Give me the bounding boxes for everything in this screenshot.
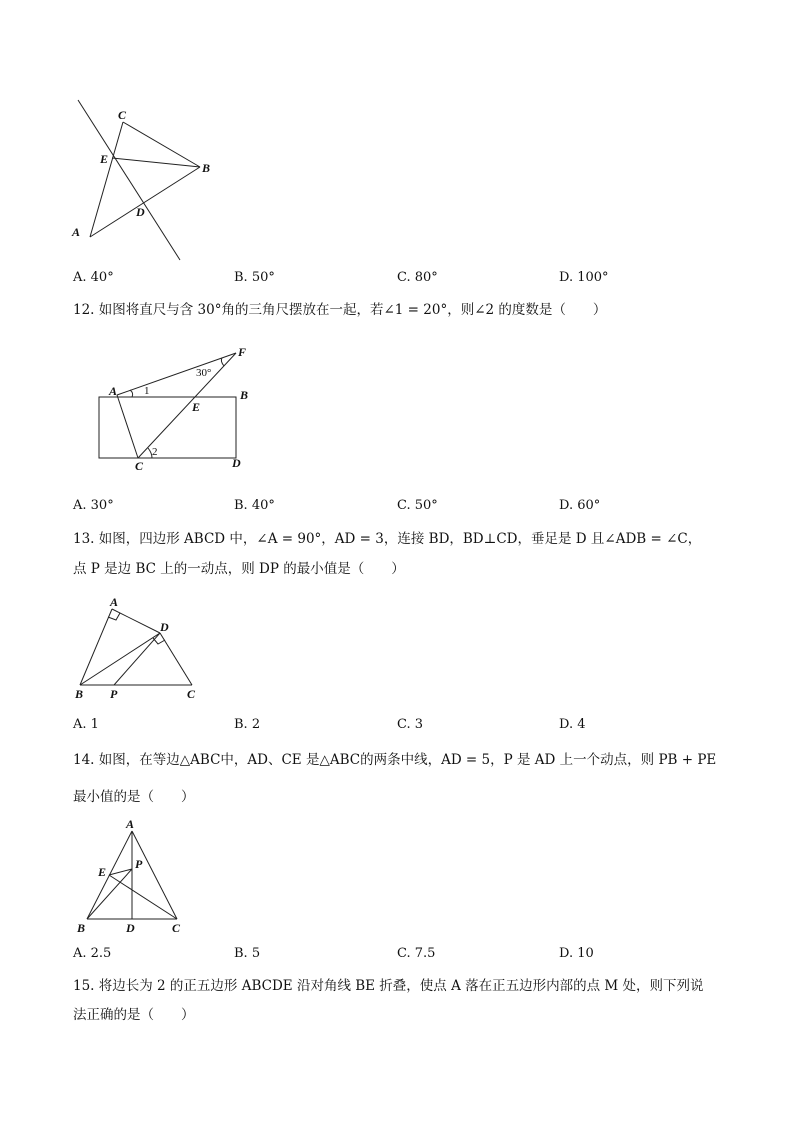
q13-label-A: A	[110, 595, 119, 609]
q12-label-E: E	[192, 400, 201, 414]
q12-option-d[interactable]: D. 60°	[559, 498, 601, 513]
q12-label-A: A	[109, 384, 118, 398]
q12-ruler	[99, 397, 236, 458]
q14-question-line2: 最小值的是（ ）	[73, 789, 195, 805]
q12-label-B: B	[240, 388, 249, 402]
q13-question-line2: 点 P 是边 BC 上的一动点，则 DP 的最小值是（ ）	[73, 561, 405, 577]
q13-question-line1: 13. 如图，四边形 ABCD 中，∠A = 90°，AD = 3，连接 BD，BD⊥CD，垂足是 D 且∠ADB = ∠C，	[73, 531, 702, 547]
q13-option-d[interactable]: D. 4	[559, 717, 586, 732]
q14-label-D: D	[126, 921, 135, 935]
q11-segment-AB	[90, 167, 200, 237]
q12-option-a[interactable]: A. 30°	[73, 498, 114, 513]
q11-line-ray	[78, 100, 180, 260]
q13-option-c[interactable]: C. 3	[397, 717, 424, 732]
q14-option-d[interactable]: D. 10	[559, 946, 594, 961]
q11-option-a[interactable]: A. 40°	[73, 270, 114, 285]
q13-figure	[68, 592, 213, 704]
q12-angle-2-label: 2	[152, 446, 158, 458]
q12-angle-30-label: 30°	[196, 367, 212, 379]
q14-segment-PB	[87, 869, 132, 919]
q12-question: 12. 如图将直尺与含 30°角的三角尺摆放在一起，若∠1 = 20°，则∠2 的度数是（ ）	[73, 302, 607, 318]
q12-segment-AF	[117, 353, 236, 395]
q13-label-D: D	[160, 620, 169, 634]
q11-option-d[interactable]: D. 100°	[559, 270, 609, 285]
q14-label-E: E	[98, 865, 107, 879]
q12-figure	[90, 345, 260, 475]
q14-option-b[interactable]: B. 5	[234, 946, 261, 961]
q12-angle-30-arc	[221, 358, 224, 366]
q14-segment-AC	[132, 831, 177, 919]
q11-label-C: C	[118, 108, 127, 122]
q11-label-E: E	[100, 152, 109, 166]
q12-label-D: D	[232, 456, 241, 470]
q11-segment-AC	[90, 122, 123, 237]
q14-label-A: A	[126, 817, 135, 831]
q11-option-b[interactable]: B. 50°	[234, 270, 275, 285]
q13-segment-AB	[80, 609, 112, 685]
q13-option-a[interactable]: A. 1	[73, 717, 99, 732]
q11-option-c[interactable]: C. 80°	[397, 270, 438, 285]
q14-label-C: C	[172, 921, 181, 935]
q14-option-a[interactable]: A. 2.5	[73, 946, 112, 961]
q11-label-D: D	[136, 205, 145, 219]
q14-option-c[interactable]: C. 7.5	[397, 946, 436, 961]
q12-label-C: C	[135, 459, 144, 473]
q13-segment-AD	[112, 609, 160, 633]
q14-figure	[72, 815, 192, 937]
q11-label-B: B	[202, 161, 211, 175]
q12-segment-CF	[138, 353, 236, 458]
q12-segment-AC	[117, 395, 138, 458]
q12-label-F: F	[238, 345, 247, 359]
q13-segment-DC	[160, 633, 192, 685]
q13-label-B: B	[75, 687, 84, 701]
q13-segment-BD	[80, 633, 160, 685]
q13-label-P: P	[110, 687, 118, 701]
q12-angle-1-label: 1	[144, 385, 150, 397]
q15-question-line2: 法正确的是（ ）	[73, 1007, 195, 1023]
q14-question-line1: 14. 如图，在等边△ABC中，AD、CE 是△ABC的两条中线，AD = 5，P 是 AD 上一个动点，则 PB + PE	[73, 752, 717, 768]
q13-option-b[interactable]: B. 2	[234, 717, 261, 732]
q14-median-CE	[109, 875, 177, 919]
q12-option-b[interactable]: B. 40°	[234, 498, 275, 513]
q14-label-B: B	[77, 921, 86, 935]
q15-question-line1: 15. 将边长为 2 的正五边形 ABCDE 沿对角线 BE 折叠，使点 A 落在正五边形内部的点 M 处，则下列说	[73, 978, 704, 994]
q11-figure	[60, 95, 230, 265]
q14-label-P: P	[135, 857, 143, 871]
q12-angle-1-arc	[130, 390, 133, 397]
q12-option-c[interactable]: C. 50°	[397, 498, 438, 513]
q11-label-A: A	[72, 225, 81, 239]
q13-label-C: C	[187, 687, 196, 701]
